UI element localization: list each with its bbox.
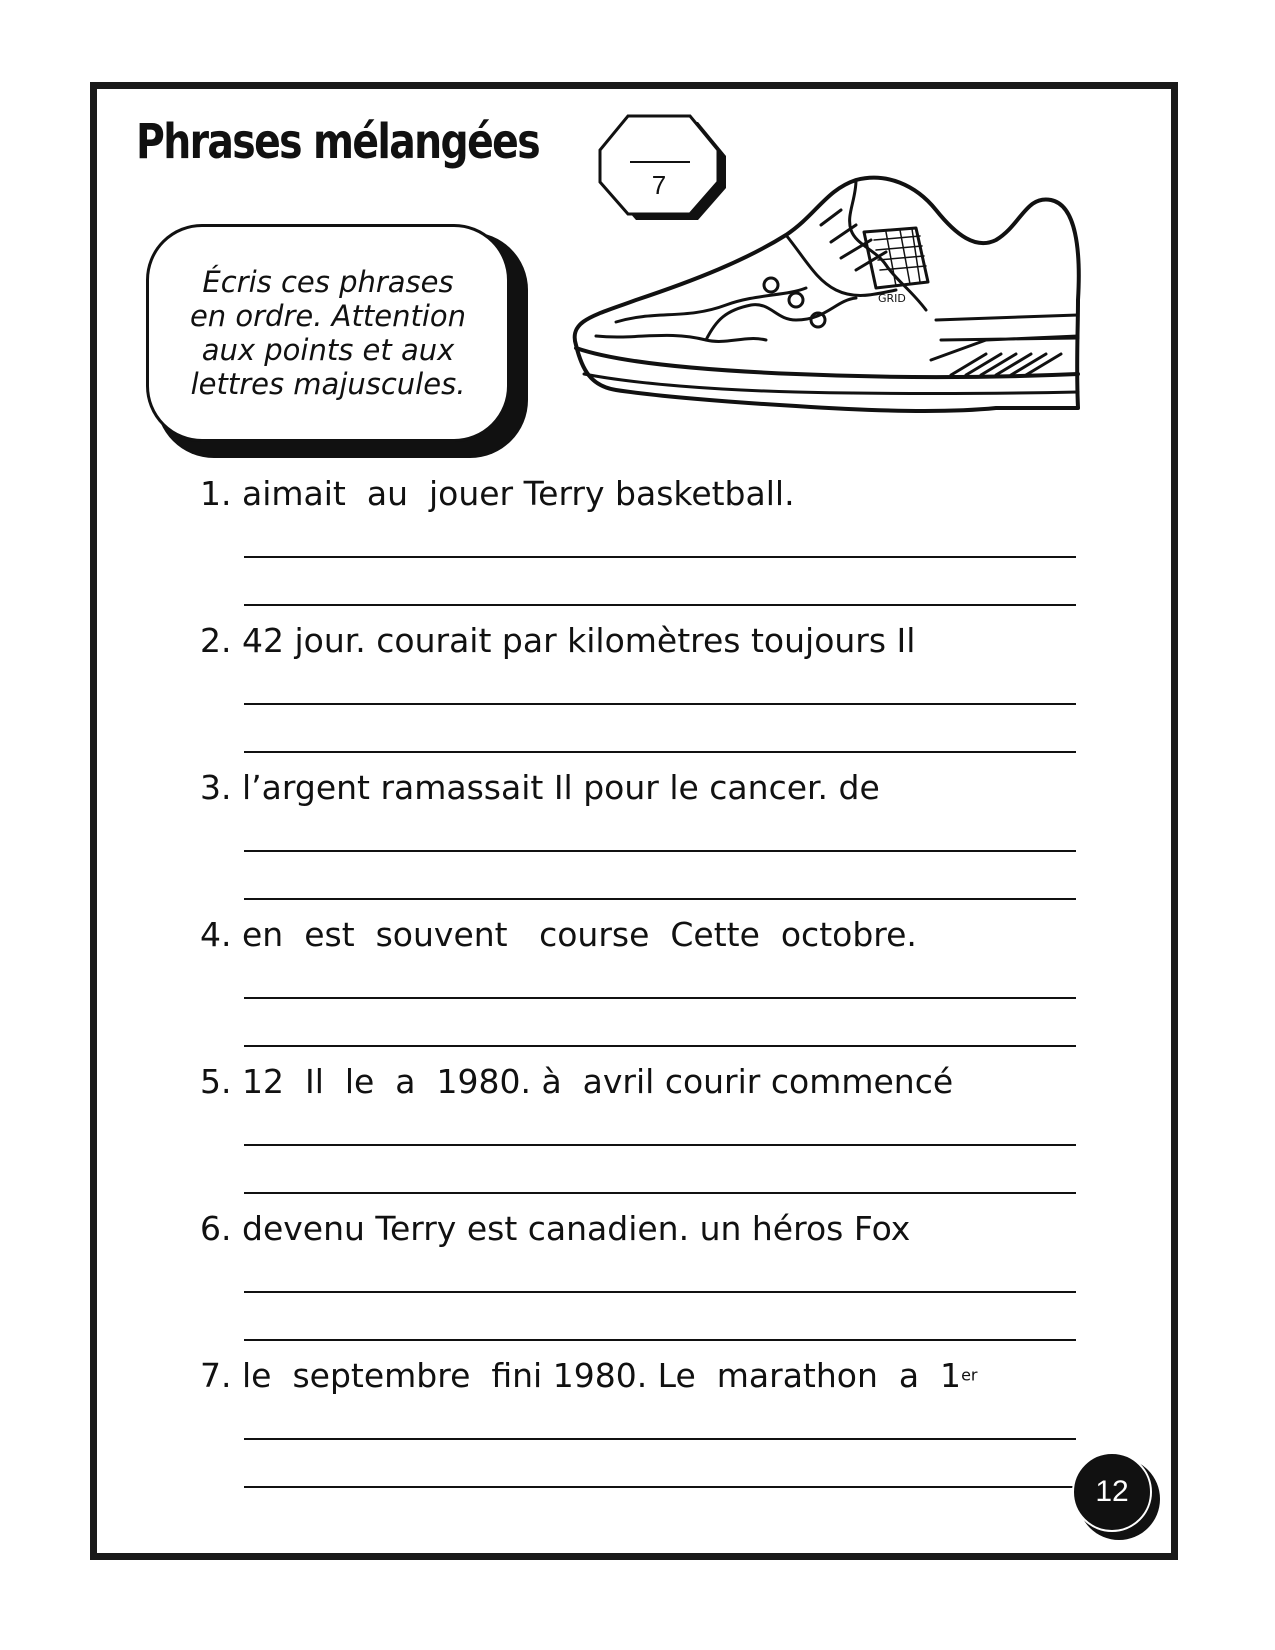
instruction-line: Écris ces phrases: [202, 265, 454, 299]
answer-line[interactable]: [244, 1144, 1076, 1146]
answer-line[interactable]: [244, 703, 1076, 705]
exercise-item: [200, 1209, 1100, 1248]
answer-line[interactable]: [244, 1339, 1076, 1341]
item-text: 42 jour. courait par kilomètres toujours Il: [242, 621, 916, 660]
instructions-box: [146, 224, 510, 442]
answer-line[interactable]: [244, 1486, 1076, 1488]
page-title: Phrases mélangées: [136, 114, 539, 170]
item-text: en est souvent course Cette octobre.: [242, 915, 917, 954]
shoe-label: GRID: [878, 292, 906, 305]
item-text: l’argent ramassait Il pour le cancer. de: [242, 768, 880, 807]
answer-line[interactable]: [244, 1291, 1076, 1293]
exercise-item: [200, 1062, 1100, 1101]
page-number: 12: [1072, 1452, 1152, 1532]
answer-line[interactable]: [244, 751, 1076, 753]
item-number: 4.: [200, 915, 232, 954]
answer-line[interactable]: [244, 1438, 1076, 1440]
answer-line[interactable]: [244, 997, 1076, 999]
exercise-item: [200, 1356, 1100, 1395]
exercise-item: [200, 915, 1100, 954]
sneaker-illustration: [556, 170, 1096, 440]
item-number: 5.: [200, 1062, 232, 1101]
answer-line[interactable]: [244, 556, 1076, 558]
exercise-item: [200, 768, 1100, 807]
answer-line[interactable]: [244, 1045, 1076, 1047]
instruction-line: aux points et aux: [201, 333, 455, 367]
instruction-line: lettres majuscules.: [190, 367, 466, 401]
item-text: aimait au jouer Terry basketball.: [242, 474, 795, 513]
item-text: 12 Il le a 1980. à avril courir commencé: [242, 1062, 954, 1101]
score-total: 7: [651, 170, 667, 200]
item-number: 7.: [200, 1356, 232, 1395]
item-text: devenu Terry est canadien. un héros Fox: [242, 1209, 911, 1248]
instruction-line: en ordre. Attention: [189, 299, 467, 333]
exercise-item: [200, 621, 1100, 660]
item-number: 2.: [200, 621, 232, 660]
item-number: 1.: [200, 474, 232, 513]
item-number: 6.: [200, 1209, 232, 1248]
answer-line[interactable]: [244, 898, 1076, 900]
item-superscript: er: [961, 1365, 978, 1385]
answer-line[interactable]: [244, 604, 1076, 606]
answer-line[interactable]: [244, 1192, 1076, 1194]
item-text: le septembre fini 1980. Le marathon a 1: [242, 1356, 962, 1395]
answer-line[interactable]: [244, 850, 1076, 852]
exercise-item: [200, 474, 1100, 513]
item-number: 3.: [200, 768, 232, 807]
